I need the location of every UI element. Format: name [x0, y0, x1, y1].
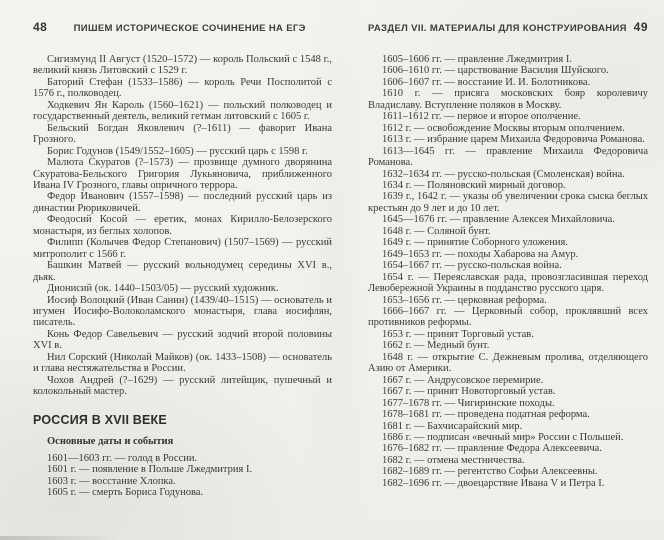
page-right [368, 20, 648, 489]
timeline-entry: 1649 г. — принятие Соборного уложения. [382, 237, 568, 249]
page-right-header [368, 20, 648, 34]
running-title-right: РАЗДЕЛ VII. МАТЕРИАЛЫ ДЛЯ КОНСТРУИРОВАНИЯ [368, 23, 627, 34]
page-left [33, 20, 332, 498]
glossary-entry: Иосиф Волоцкий (Иван Санин) (1439/40–1515) — основатель и игумен Иосифо-Волоколамского монастыря, глава иосифлян, писатель. [33, 294, 332, 329]
timeline-entry: 1612 г. — освобождение Москвы вторым ополчением. [382, 122, 625, 134]
timeline-entry: 1662 г. — Медный бунт. [382, 340, 490, 352]
glossary-entry: Чохов Андрей (?–1629) — русский литейщик, пушечный и колокольный мастер. [33, 374, 332, 398]
glossary-entry: Борис Годунов (1549/1552–1605) — русский царь с 1598 г. [47, 145, 308, 157]
page-number-left: 48 [33, 20, 48, 34]
glossary-entry: Сигизмунд II Август (1520–1572) — король Польский с 1548 г., великий князь Литовский с 1529 г. [33, 54, 332, 77]
timeline-entry: 1645—1676 гг. — правление Алексея Михайловича. [382, 214, 615, 226]
glossary-entry: Дионисий (ок. 1440–1503/05) — русский художник. [47, 283, 279, 295]
timeline-entry: 1613 г. — избрание царем Михаила Федоровича Романова. [382, 134, 645, 146]
timeline-entry: 1648 г. — открытие С. Дежневым пролива, отделяющего Азию от Америки. [368, 351, 648, 375]
timeline-entry: 1682–1696 гг. — двоецарствие Ивана V и Петра I. [382, 477, 605, 489]
timeline-list-right [368, 54, 648, 489]
timeline-entry: 1632–1634 гг. — русско-польская (Смоленская) война. [382, 168, 625, 180]
timeline-entry: 1677–1678 гг. — Чигиринские походы. [382, 397, 555, 409]
timeline-entry: 1667 г. — принят Новоторговый устав. [382, 386, 556, 398]
glossary-entry: Ходкевич Ян Кароль (1560–1621) — польский полководец и государственный деятель, великий гетман литовский с 1605 г. [33, 99, 332, 123]
glossary-entry: Феодосий Косой — еретик, монах Кирилло-Белозерского монастыря, из беглых холопов. [33, 214, 332, 237]
section-heading: РОССИЯ В XVII ВЕКЕ [33, 412, 167, 427]
timeline-entry: 1649–1653 гг. — походы Хабарова на Амур. [382, 248, 579, 260]
glossary-entry: Федор Иванович (1557–1598) — последний русский царь из династии Рюриковичей. [33, 191, 332, 214]
glossary-entry: Башкин Матвей — русский вольнодумец середины XVI в., дьяк. [33, 260, 332, 283]
glossary-entry: Нил Сорский (Николай Майков) (ок. 1433–1508) — основатель и глава нестяжательства в России. [33, 351, 332, 375]
glossary-entry: Конь Федор Савельевич — русский зодчий второй половины XVI в. [33, 328, 332, 352]
subsection-heading: Основные даты и события [47, 435, 174, 447]
timeline-entry: 1666–1667 гг. — Церковный собор, проклявший всех противников реформы. [368, 305, 648, 329]
timeline-entry: 1648 г. — Соляной бунт. [382, 225, 491, 237]
timeline-entry: 1653 г. — принят Торговый устав. [382, 328, 534, 340]
timeline-entry: 1613—1645 гг. — правление Михаила Федоровича Романова. [368, 145, 648, 169]
timeline-entry: 1676–1682 гг. — правление Федора Алексеевича. [382, 443, 602, 455]
timeline-entry: 1678–1681 гг. — проведена податная реформа. [382, 409, 590, 421]
timeline-entry: 1611–1612 гг. — первое и второе ополчение. [382, 111, 581, 123]
timeline-entry: 1654 г. — Переяславская рада, провозгласившая переход Левобережной Украины в подданство русского царя. [368, 271, 648, 295]
timeline-entry: 1686 г. — подписан «вечный мир» России с Польшей. [382, 431, 624, 443]
timeline-entry: 1606–1610 гг. — царствование Василия Шуйского. [382, 65, 609, 77]
glossary-entry: Малюта Скуратов (?–1573) — прозвище думного дворянина Скуратова-Бельского Григория Лукьяновича, приближенного Ивана IV Грозного, главы опричного террора. [33, 157, 332, 191]
glossary-entry: Баторий Стефан (1533–1586) — король Речи Посполитой с 1576 г., полководец. [33, 76, 332, 100]
timeline-entry: 1634 г. — Поляновский мирный договор. [382, 179, 566, 191]
glossary-entry: Бельский Богдан Яковлевич (?–1611) — фаворит Ивана Грозного. [33, 122, 332, 146]
timeline-entry: 1653–1656 гг. — церковная реформа. [382, 294, 547, 306]
glossary-list [33, 54, 332, 398]
glossary-entry: Филипп (Колычев Федор Степанович) (1507–1569) — русский митрополит с 1566 г. [33, 237, 332, 260]
timeline-entry: 1601—1603 гг. — голод в России. [47, 452, 198, 464]
page-number-right: 49 [633, 20, 648, 34]
timeline-entry: 1639 г., 1642 г. — указы об увеличении срока сыска беглых крестьян до 9 лет и до 10 лет. [368, 191, 648, 214]
timeline-entry: 1601 г. — появление в Польше Лжедмитрия I. [47, 464, 253, 476]
timeline-entry: 1605 г. — смерть Бориса Годунова. [47, 486, 204, 498]
page-left-header [33, 20, 332, 34]
timeline-entry: 1682–1689 гг. — регентство Софьи Алексеевны. [382, 466, 598, 478]
running-title-left: ПИШЕМ ИСТОРИЧЕСКОЕ СОЧИНЕНИЕ НА ЕГЭ [73, 23, 306, 34]
timeline-entry: 1603 г. — восстание Хлопка. [47, 475, 176, 487]
timeline-entry: 1605–1606 гг. — правление Лжедмитрия I. [382, 54, 572, 65]
timeline-entry: 1667 г. — Андрусовское перемирие. [382, 374, 544, 386]
timeline-entry: 1682 г. — отмена местничества. [382, 454, 525, 466]
timeline-entry: 1654–1667 гг. — русско-польская война. [382, 260, 562, 272]
timeline-entry: 1606–1607 гг. — восстание И. И. Болотникова. [382, 76, 591, 88]
timeline-entry: 1610 г. — присяга московских бояр королевичу Владиславу. Вступление поляков в Москву. [368, 88, 648, 111]
timeline-entry: 1681 г. — Бахчисарайский мир. [382, 420, 523, 432]
timeline-list-left [33, 453, 332, 499]
